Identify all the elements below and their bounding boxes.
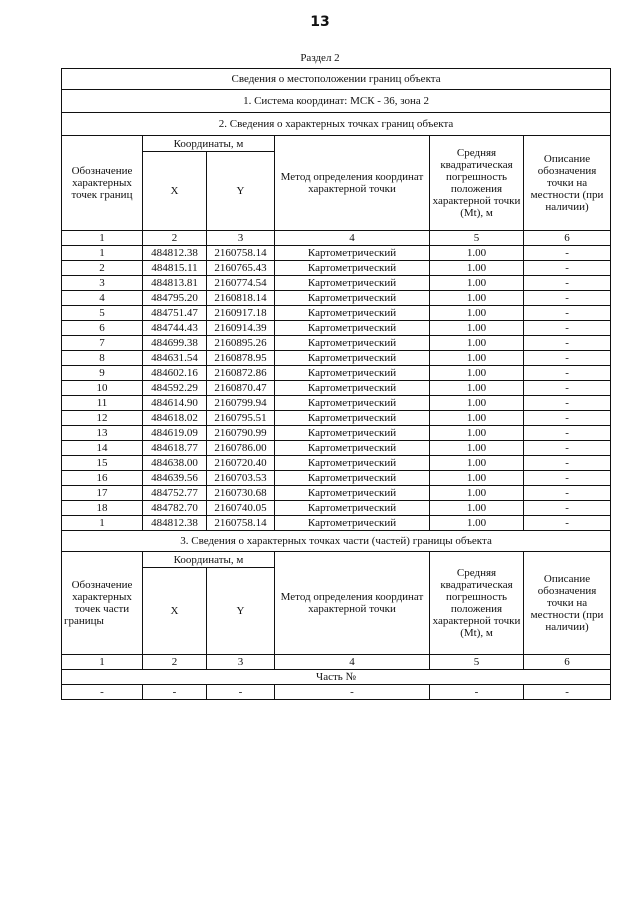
accuracy: 1.00 — [430, 396, 524, 411]
section3-title: 3. Сведения о характерных точках части (частей) границы объекта — [62, 531, 611, 552]
part-cell: - — [143, 685, 207, 700]
point-number: 7 — [62, 336, 143, 351]
column-number: 6 — [524, 231, 611, 246]
coord-x: 484618.77 — [143, 441, 207, 456]
description: - — [524, 456, 611, 471]
header2-method: Метод определения координат характерной точки — [275, 552, 430, 655]
table-row — [62, 291, 611, 306]
method: Картометрический — [275, 426, 430, 441]
header-point-designation: Обозначение характерных точек границ — [62, 136, 143, 231]
method: Картометрический — [275, 321, 430, 336]
coord-y: 2160914.39 — [207, 321, 275, 336]
table-row — [62, 396, 611, 411]
coord-y: 2160730.68 — [207, 486, 275, 501]
coord-x: 484751.47 — [143, 306, 207, 321]
coord-y: 2160895.26 — [207, 336, 275, 351]
accuracy: 1.00 — [430, 366, 524, 381]
table-row — [62, 501, 611, 516]
point-number: 3 — [62, 276, 143, 291]
accuracy: 1.00 — [430, 426, 524, 441]
column-number: 1 — [62, 655, 143, 670]
accuracy: 1.00 — [430, 486, 524, 501]
accuracy: 1.00 — [430, 456, 524, 471]
coord-y: 2160786.00 — [207, 441, 275, 456]
accuracy: 1.00 — [430, 351, 524, 366]
point-number: 6 — [62, 321, 143, 336]
point-number: 9 — [62, 366, 143, 381]
description: - — [524, 306, 611, 321]
point-number: 1 — [62, 516, 143, 531]
description: - — [524, 381, 611, 396]
point-number: 10 — [62, 381, 143, 396]
coord-y: 2160870.47 — [207, 381, 275, 396]
point-number: 18 — [62, 501, 143, 516]
column-number: 6 — [524, 655, 611, 670]
table-row — [62, 456, 611, 471]
description: - — [524, 246, 611, 261]
description: - — [524, 516, 611, 531]
column-number: 1 — [62, 231, 143, 246]
header-coordinates: Координаты, м — [143, 136, 275, 152]
method: Картометрический — [275, 501, 430, 516]
part-cell: - — [524, 685, 611, 700]
table-row — [62, 351, 611, 366]
accuracy: 1.00 — [430, 516, 524, 531]
accuracy: 1.00 — [430, 381, 524, 396]
coord-x: 484602.16 — [143, 366, 207, 381]
coord-y: 2160720.40 — [207, 456, 275, 471]
method: Картометрический — [275, 291, 430, 306]
part-cell: - — [430, 685, 524, 700]
part-label: Часть № — [62, 670, 611, 685]
coord-y: 2160740.05 — [207, 501, 275, 516]
point-number: 4 — [62, 291, 143, 306]
point-number: 8 — [62, 351, 143, 366]
coord-x: 484744.43 — [143, 321, 207, 336]
description: - — [524, 486, 611, 501]
table-row — [62, 246, 611, 261]
coord-y: 2160703.53 — [207, 471, 275, 486]
coord-y: 2160795.51 — [207, 411, 275, 426]
coord-x: 484639.56 — [143, 471, 207, 486]
accuracy: 1.00 — [430, 471, 524, 486]
point-number: 2 — [62, 261, 143, 276]
accuracy: 1.00 — [430, 501, 524, 516]
point-number: 5 — [62, 306, 143, 321]
coord-x: 484782.70 — [143, 501, 207, 516]
accuracy: 1.00 — [430, 246, 524, 261]
description: - — [524, 336, 611, 351]
method: Картометрический — [275, 261, 430, 276]
description: - — [524, 411, 611, 426]
accuracy: 1.00 — [430, 306, 524, 321]
method: Картометрический — [275, 336, 430, 351]
coord-y: 2160758.14 — [207, 246, 275, 261]
boundary-table — [61, 68, 611, 700]
part-cell: - — [62, 685, 143, 700]
column-number: 2 — [143, 655, 207, 670]
header2-x: X — [143, 568, 207, 655]
coord-x: 484815.11 — [143, 261, 207, 276]
section-label: Раздел 2 — [300, 52, 340, 64]
table-row — [62, 366, 611, 381]
coord-x: 484631.54 — [143, 351, 207, 366]
table-row — [62, 411, 611, 426]
description: - — [524, 321, 611, 336]
description: - — [524, 471, 611, 486]
column-number: 4 — [275, 655, 430, 670]
coord-y: 2160774.54 — [207, 276, 275, 291]
column-number: 5 — [430, 231, 524, 246]
accuracy: 1.00 — [430, 321, 524, 336]
header-method: Метод определения координат характерной точки — [275, 136, 430, 231]
page-number: 13 — [310, 14, 330, 30]
coord-y: 2160790.99 — [207, 426, 275, 441]
coord-y: 2160799.94 — [207, 396, 275, 411]
table-row — [62, 261, 611, 276]
coord-x: 484813.81 — [143, 276, 207, 291]
coord-x: 484619.09 — [143, 426, 207, 441]
header2-point-designation: Обозначение характерных точек части границы — [62, 552, 143, 655]
coord-x: 484614.90 — [143, 396, 207, 411]
coord-x: 484592.29 — [143, 381, 207, 396]
coord-y: 2160765.43 — [207, 261, 275, 276]
table-row — [62, 441, 611, 456]
header-x: X — [143, 152, 207, 231]
header2-accuracy: Средняя квадратическая погрешность положения характерной точки (Mt), м — [430, 552, 524, 655]
accuracy: 1.00 — [430, 261, 524, 276]
coord-y: 2160758.14 — [207, 516, 275, 531]
table-row — [62, 336, 611, 351]
coord-x: 484618.02 — [143, 411, 207, 426]
accuracy: 1.00 — [430, 291, 524, 306]
coord-x: 484638.00 — [143, 456, 207, 471]
table-row — [62, 276, 611, 291]
description: - — [524, 366, 611, 381]
header-y: Y — [207, 152, 275, 231]
coord-x: 484812.38 — [143, 246, 207, 261]
table-title: Сведения о местоположении границ объекта — [62, 69, 611, 90]
header-description: Описание обозначения точки на местности (при наличии) — [524, 136, 611, 231]
table-row — [62, 426, 611, 441]
part-cell: - — [207, 685, 275, 700]
coord-x: 484752.77 — [143, 486, 207, 501]
coord-x: 484795.20 — [143, 291, 207, 306]
point-number: 1 — [62, 246, 143, 261]
description: - — [524, 501, 611, 516]
method: Картометрический — [275, 456, 430, 471]
column-number: 2 — [143, 231, 207, 246]
coord-system: 1. Система координат: МСК - 36, зона 2 — [62, 90, 611, 113]
coord-y: 2160872.86 — [207, 366, 275, 381]
table-row — [62, 471, 611, 486]
point-number: 13 — [62, 426, 143, 441]
description: - — [524, 261, 611, 276]
coord-y: 2160878.95 — [207, 351, 275, 366]
coord-x: 484812.38 — [143, 516, 207, 531]
point-number: 15 — [62, 456, 143, 471]
coord-y: 2160818.14 — [207, 291, 275, 306]
accuracy: 1.00 — [430, 441, 524, 456]
method: Картометрический — [275, 366, 430, 381]
method: Картометрический — [275, 306, 430, 321]
column-number: 3 — [207, 655, 275, 670]
accuracy: 1.00 — [430, 276, 524, 291]
coord-y: 2160917.18 — [207, 306, 275, 321]
method: Картометрический — [275, 246, 430, 261]
column-number: 3 — [207, 231, 275, 246]
method: Картометрический — [275, 486, 430, 501]
header-accuracy: Средняя квадратическая погрешность положения характерной точки (Mt), м — [430, 136, 524, 231]
table-row — [62, 306, 611, 321]
section2-title: 2. Сведения о характерных точках границ объекта — [62, 113, 611, 136]
accuracy: 1.00 — [430, 336, 524, 351]
coord-x: 484699.38 — [143, 336, 207, 351]
table-row — [62, 516, 611, 531]
part-cell: - — [275, 685, 430, 700]
header2-description: Описание обозначения точки на местности (при наличии) — [524, 552, 611, 655]
method: Картометрический — [275, 276, 430, 291]
table-row — [62, 486, 611, 501]
column-number: 5 — [430, 655, 524, 670]
header2-y: Y — [207, 568, 275, 655]
description: - — [524, 276, 611, 291]
method: Картометрический — [275, 351, 430, 366]
table-row — [62, 321, 611, 336]
point-number: 16 — [62, 471, 143, 486]
description: - — [524, 291, 611, 306]
description: - — [524, 441, 611, 456]
method: Картометрический — [275, 396, 430, 411]
point-number: 11 — [62, 396, 143, 411]
header2-coordinates: Координаты, м — [143, 552, 275, 568]
point-number: 12 — [62, 411, 143, 426]
description: - — [524, 396, 611, 411]
method: Картометрический — [275, 381, 430, 396]
method: Картометрический — [275, 516, 430, 531]
description: - — [524, 426, 611, 441]
method: Картометрический — [275, 471, 430, 486]
column-number: 4 — [275, 231, 430, 246]
table-row — [62, 381, 611, 396]
method: Картометрический — [275, 441, 430, 456]
description: - — [524, 351, 611, 366]
point-number: 14 — [62, 441, 143, 456]
method: Картометрический — [275, 411, 430, 426]
point-number: 17 — [62, 486, 143, 501]
accuracy: 1.00 — [430, 411, 524, 426]
